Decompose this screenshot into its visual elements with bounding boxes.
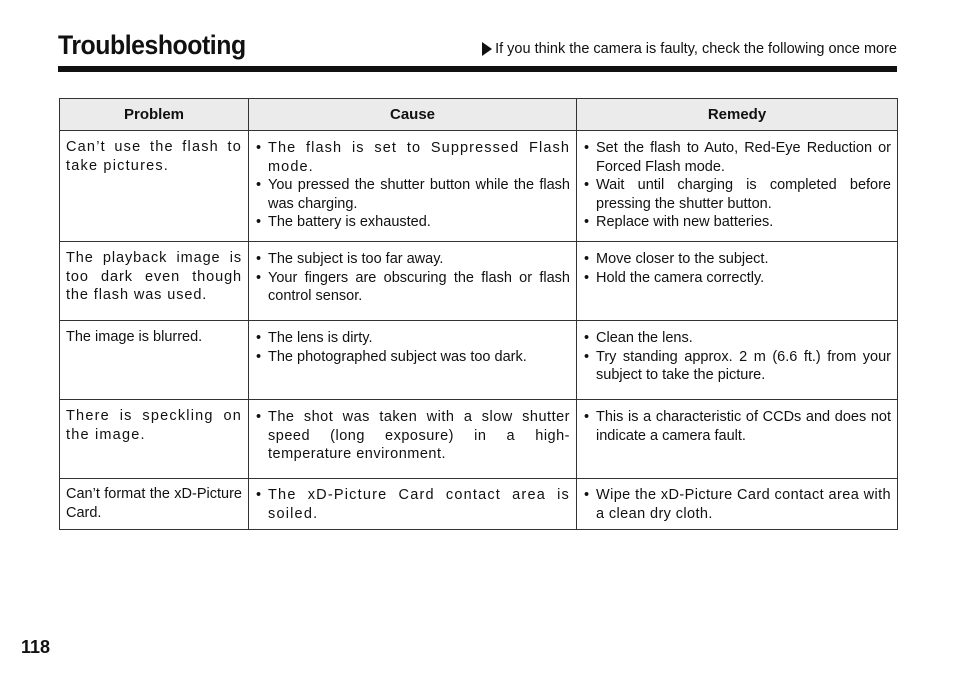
list-item: • Wait until charging is completed before pressing the shutter button. [584, 177, 891, 212]
cause-cell [249, 242, 577, 321]
bullet-dot-icon: • [256, 214, 262, 230]
list-item: • The flash is set to Suppressed Flash mode. [256, 140, 570, 175]
cause-cell [249, 321, 577, 400]
cause-cell [249, 131, 577, 242]
problem-cell: The playback image is too dark even though the flash was used. [60, 242, 249, 321]
bullet-dot-icon: • [584, 177, 590, 193]
list-item: • The shot was taken with a slow shutter speed (long exposure) in a high-temperature environment. [256, 409, 570, 462]
remedy-cell [577, 242, 898, 321]
remedy-cell [577, 131, 898, 242]
list-item: • The lens is dirty. [256, 330, 373, 346]
page-title: Troubleshooting [58, 30, 246, 60]
table-row [60, 321, 898, 400]
page-subtitle [482, 41, 897, 57]
list-item: • Clean the lens. [584, 330, 693, 346]
cause-cell [249, 400, 577, 479]
column-header-remedy: Remedy [577, 99, 898, 131]
remedy-cell [577, 400, 898, 479]
bullet-dot-icon: • [256, 348, 262, 365]
list-item: • Wipe the xD-Picture Card contact area with a clean dry cloth. [584, 487, 891, 522]
header-rule [58, 66, 897, 72]
list-item: • Set the flash to Auto, Red-Eye Reduction or Forced Flash mode. [584, 140, 891, 175]
table-row [60, 131, 898, 242]
remedy-cell [577, 321, 898, 400]
list-item: • Replace with new batteries. [584, 214, 774, 230]
bullet-dot-icon: • [584, 214, 590, 230]
page-number: 118 [21, 637, 51, 657]
subtitle-text: If you think the camera is faulty, check the following once more [495, 41, 897, 57]
bullet-dot-icon: • [256, 330, 262, 346]
table-header-row [60, 99, 898, 131]
bullet-dot-icon: • [584, 330, 590, 346]
bullet-dot-icon: • [256, 409, 262, 425]
bullet-dot-icon: • [256, 140, 263, 156]
triangle-right-icon [482, 42, 492, 56]
bullet-dot-icon: • [256, 251, 262, 267]
table-row [60, 242, 898, 321]
bullet-dot-icon: • [584, 487, 590, 503]
column-header-problem: Problem [60, 99, 249, 131]
problem-cell: There is speckling on the image. [60, 400, 249, 479]
cause-cell [249, 479, 577, 530]
list-item: • This is a characteristic of CCDs and does not indicate a camera fault. [584, 409, 891, 444]
bullet-dot-icon: • [584, 251, 590, 267]
problem-cell: Can’t use the flash to take pictures. [60, 131, 249, 242]
list-item: • The battery is exhausted. [256, 214, 431, 230]
bullet-dot-icon: • [256, 269, 262, 286]
list-item: • Move closer to the subject. [584, 251, 769, 267]
list-item: • The subject is too far away. [256, 251, 444, 267]
table-row [60, 479, 898, 530]
bullet-dot-icon: • [584, 140, 590, 156]
column-header-cause: Cause [249, 99, 577, 131]
problem-cell: Can’t format the xD-Picture Card. [60, 479, 249, 530]
remedy-cell [577, 479, 898, 530]
bullet-dot-icon: • [256, 177, 262, 193]
bullet-dot-icon: • [584, 409, 590, 425]
list-item: • Your fingers are obscuring the flash or flash control sensor. [256, 269, 570, 304]
bullet-dot-icon: • [584, 348, 590, 365]
list-item: • Hold the camera correctly. [584, 269, 765, 286]
bullet-dot-icon: • [584, 269, 590, 286]
problem-cell: The image is blurred. [60, 321, 249, 400]
list-item: • You pressed the shutter button while the flash was charging. [256, 177, 570, 212]
list-item: • The xD-Picture Card contact area is soiled. [256, 487, 570, 522]
list-item: • The photographed subject was too dark. [256, 348, 527, 365]
bullet-dot-icon: • [256, 487, 263, 503]
troubleshooting-table [59, 98, 898, 530]
table-row [60, 400, 898, 479]
list-item: • Try standing approx. 2 m (6.6 ft.) from your subject to take the picture. [584, 348, 891, 383]
